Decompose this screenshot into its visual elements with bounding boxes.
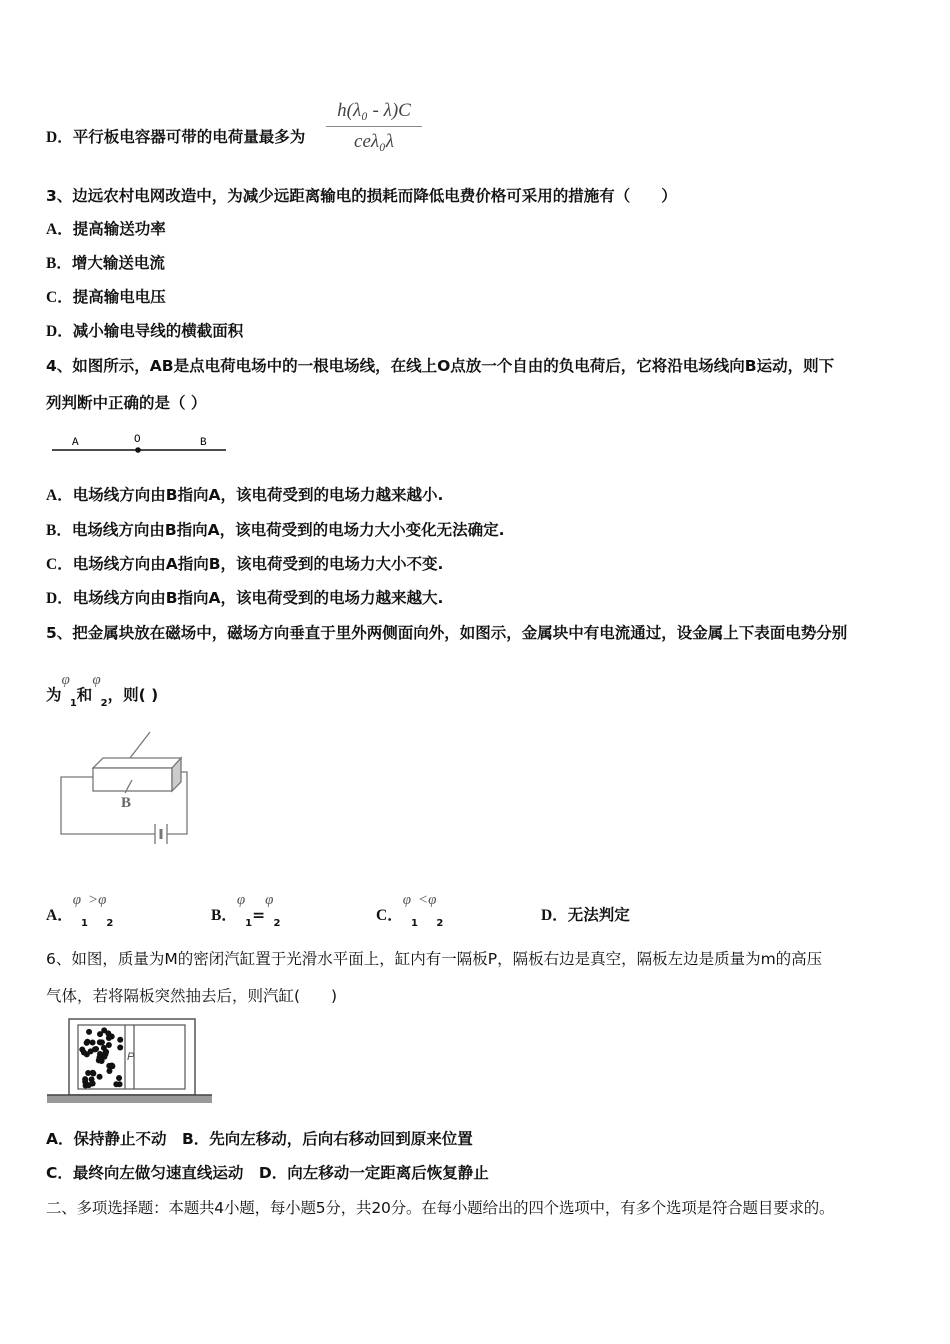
q3-stem: 3、边远农村电网改造中，为减少远距离输电的损耗而降低电费价格可采用的措施有（ ）: [46, 187, 677, 205]
point-a-label: A: [72, 437, 79, 449]
subscript: 1: [245, 918, 253, 929]
q6-options-line1: A．保持静止不动 B．先向左移动，后向右移动回到原来位置: [46, 1130, 473, 1148]
relation: <: [417, 892, 429, 908]
gas-molecule: [90, 1081, 96, 1087]
option-text: 电场线方向由A指向B，该电荷受到的电场力大小不变.: [72, 555, 444, 573]
subscript: 1: [81, 918, 88, 929]
gas-molecule: [109, 1062, 115, 1068]
q5-option-c: [376, 892, 444, 929]
gas-molecule: [97, 1051, 103, 1057]
phi-symbol: φ: [72, 892, 82, 908]
option-label: B．: [46, 255, 72, 272]
gas-molecule: [79, 1047, 85, 1053]
option-text: 提高输送功率: [72, 220, 166, 238]
q6-stem-line2: 气体，若将隔板突然抽去后，则汽缸( ): [46, 987, 338, 1005]
option-text: 平行板电容器可带的电荷量最多为: [72, 128, 306, 146]
q4-stem-line1: 4、如图所示，AB是点电荷电场中的一根电场线，在线上O点放一个自由的负电荷后，它将沿电场线向B运动，则下: [46, 357, 835, 375]
text: 和: [76, 686, 93, 704]
gas-molecule: [84, 1039, 90, 1045]
q3-option-d: [46, 321, 243, 342]
gas-molecule: [106, 1068, 112, 1074]
option-text: 无法判定: [567, 906, 630, 924]
relation: >: [87, 892, 99, 908]
gas-molecule: [113, 1081, 119, 1087]
point-o-label: O: [134, 434, 141, 446]
option-text: 减小输电导线的横截面积: [72, 322, 244, 340]
option-text: 增大输送电流: [71, 254, 165, 272]
option-label: D．: [46, 323, 73, 340]
subscript: 2: [436, 918, 444, 929]
q5-stem-line2: [46, 672, 159, 709]
gas-molecule: [102, 1051, 108, 1057]
q6-stem-line1: 6、如图，质量为M的密闭汽缸置于光滑水平面上，缸内有一隔板P，隔板右边是真空，隔板左边是质量为m的高压: [46, 950, 823, 968]
option-label: C．: [46, 289, 73, 306]
option-text: 电场线方向由B指向A，该电荷受到的电场力越来越小.: [72, 486, 444, 504]
formula-numerator: h(λ₀ - λ)C: [326, 100, 422, 127]
option-label: D．: [46, 129, 73, 146]
option-text: 电场线方向由B指向A，该电荷受到的电场力大小变化无法确定.: [71, 521, 505, 539]
phi-symbol: φ: [61, 672, 70, 688]
q4-option-a: [46, 485, 443, 506]
q4-option-c: [46, 554, 443, 575]
subscript: 2: [273, 918, 281, 929]
formula-fraction: [326, 100, 422, 153]
q4-option-d: [46, 588, 443, 609]
option-label: B．: [211, 907, 237, 924]
section2-heading: 二、多项选择题：本题共4小题，每小题5分，共20分。在每小题给出的四个选项中，有多个选项是符合题目要求的。: [46, 1199, 835, 1217]
phi-symbol: φ: [98, 892, 107, 908]
phi-symbol: φ: [236, 892, 246, 908]
gas-molecule: [109, 1034, 115, 1040]
option-text: 电场线方向由B指向A，该电荷受到的电场力越来越大.: [72, 589, 444, 607]
gas-molecule: [116, 1075, 122, 1081]
gas-molecule: [86, 1029, 92, 1035]
field-line-figure: [48, 428, 233, 456]
gas-molecule: [97, 1074, 103, 1080]
option-label: A．: [46, 907, 73, 924]
subscript: 2: [106, 918, 114, 929]
q3-option-b: [46, 253, 165, 274]
gas-molecule: [117, 1037, 123, 1043]
option-text: 提高输电电压: [72, 288, 166, 306]
phi-symbol: φ: [402, 892, 412, 908]
relation: =: [252, 906, 266, 924]
option-label: C．: [376, 907, 403, 924]
option-label: A．: [46, 487, 73, 504]
gas-molecule: [83, 1082, 89, 1088]
cylinder-figure: [45, 1015, 215, 1107]
formula-denominator: ceλ₀λ: [354, 131, 394, 152]
phi-symbol: φ: [92, 672, 101, 688]
q4-stem-line2: 列判断中正确的是（ ）: [46, 394, 207, 412]
text: 为: [46, 686, 62, 704]
magnetic-field-label: B: [121, 795, 132, 811]
gas-molecule: [88, 1048, 94, 1054]
q5-option-a: [46, 892, 114, 929]
subscript: 1: [69, 698, 77, 709]
subscript: 1: [411, 918, 418, 929]
phi-symbol: φ: [428, 892, 437, 908]
gas-molecule: [117, 1045, 123, 1051]
subscript: 2: [100, 698, 108, 709]
q5-stem-line1: 5、把金属块放在磁场中，磁场方向垂直于里外两侧面向外，如图示，金属块中有电流通过，设金属上下表面电势分别: [46, 624, 848, 642]
phi-symbol: φ: [265, 892, 274, 908]
metal-block-circuit-figure: [55, 730, 195, 855]
gas-molecule: [90, 1070, 96, 1076]
q3-option-a: [46, 219, 166, 240]
q5-option-d: [541, 903, 630, 925]
option-label: B．: [46, 522, 72, 539]
option-label: D．: [46, 590, 73, 607]
option-label: C．: [46, 556, 73, 573]
q6-options-line2: C．最终向左做匀速直线运动 D．向左移动一定距离后恢复静止: [46, 1164, 489, 1182]
q4-option-b: [46, 520, 505, 541]
gas-molecule: [90, 1039, 96, 1045]
q3-option-c: [46, 287, 166, 308]
gas-molecule: [98, 1039, 104, 1045]
option-label: A．: [46, 221, 73, 238]
q5-option-b: [211, 892, 281, 929]
point-b-label: B: [200, 437, 207, 449]
gas-molecule: [101, 1027, 107, 1033]
text: ，则( ): [107, 686, 159, 704]
option-label: D．: [541, 907, 568, 924]
partition-label: P: [127, 1051, 135, 1063]
q2-option-d: [46, 127, 305, 148]
